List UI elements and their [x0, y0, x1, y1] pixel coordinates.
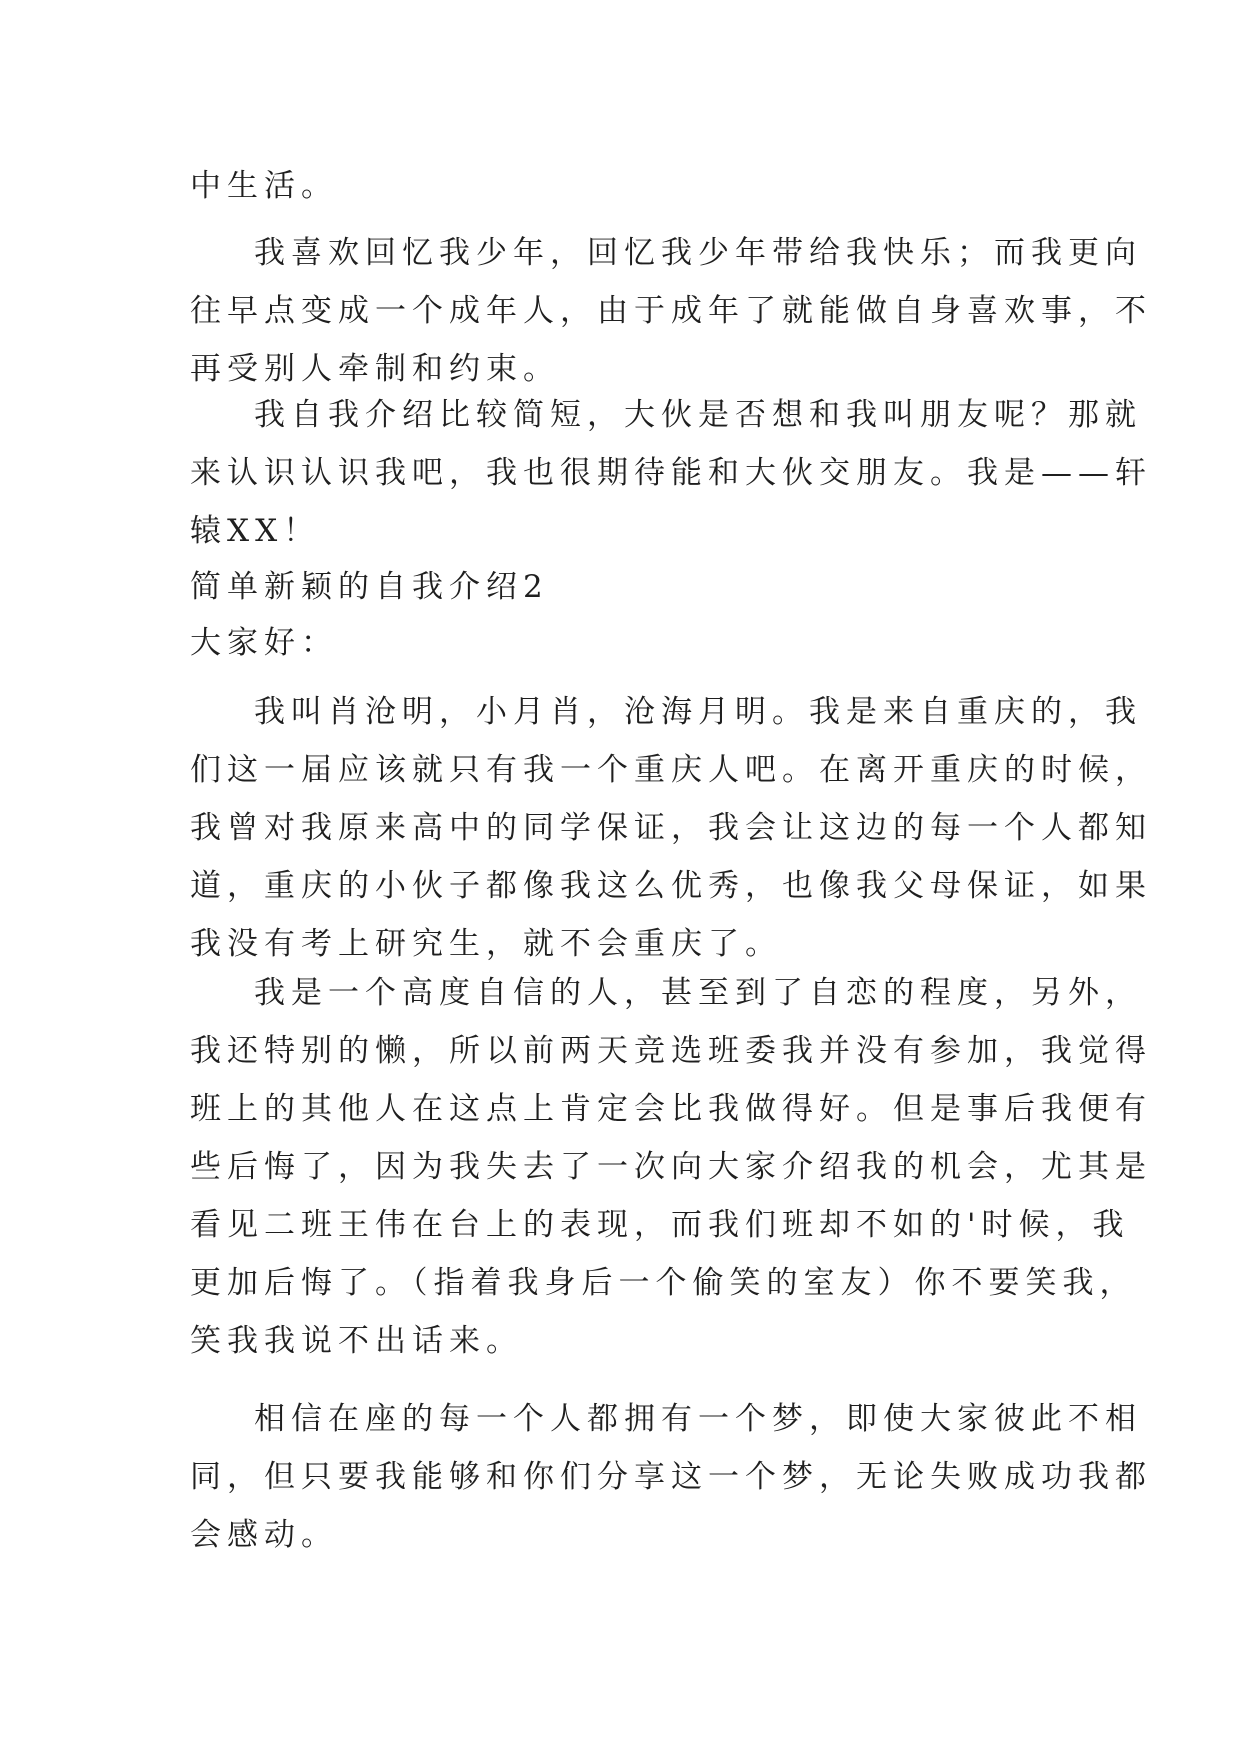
text-line: 更加后悔了。（指着我身后一个偷笑的室友）你不要笑我， [190, 1265, 1137, 1301]
text-line: 我是一个高度自信的人，甚至到了自恋的程度，另外， [254, 975, 1142, 1011]
text-line: 我自我介绍比较简短，大伙是否想和我叫朋友呢？那就 [254, 397, 1142, 433]
text-line: 我曾对我原来高中的同学保证，我会让这边的每一个人都知 [190, 810, 1152, 846]
text-line: 些后悔了，因为我失去了一次向大家介绍我的机会，尤其是 [190, 1149, 1152, 1185]
text-line: 道，重庆的小伙子都像我这么优秀，也像我父母保证，如果 [190, 868, 1152, 904]
text-line: 班上的其他人在这点上肯定会比我做得好。但是事后我便有 [190, 1091, 1152, 1127]
paragraph-closing-1 [190, 386, 1152, 560]
text-line: 我还特别的懒，所以前两天竞选班委我并没有参加，我觉得 [190, 1033, 1152, 1069]
greeting [190, 614, 1060, 672]
paragraph-dream [190, 1390, 1152, 1564]
text-line: 往早点变成一个成年人，由于成年了就能做自身喜欢事，不 [190, 293, 1152, 329]
paragraph-childhood [190, 224, 1152, 398]
text-line: 我没有考上研究生，就不会重庆了。 [190, 926, 782, 962]
text-line: 我喜欢回忆我少年，回忆我少年带给我快乐；而我更向 [254, 235, 1142, 271]
section-heading [190, 558, 1060, 616]
text-line: 中生活。 [190, 168, 338, 204]
text-line: 再受别人牵制和约束。 [190, 351, 560, 387]
text-line: 同，但只要我能够和你们分享这一个梦，无论失败成功我都 [190, 1459, 1152, 1495]
paragraph-confidence [190, 964, 1152, 1370]
text-line: 辕XX！ [190, 513, 321, 549]
section-title: 简单新颖的自我介绍2 [190, 569, 549, 605]
paragraph-continuation [190, 157, 1060, 215]
greeting-text: 大家好： [190, 625, 338, 661]
text-line: 会感动。 [190, 1517, 338, 1553]
text-line: 来认识认识我吧，我也很期待能和大伙交朋友。我是——轩 [190, 455, 1152, 491]
text-line: 我叫肖沧明，小月肖，沧海月明。我是来自重庆的，我 [254, 694, 1142, 730]
text-line: 看见二班王伟在台上的表现，而我们班却不如的'时候，我 [190, 1207, 1130, 1243]
paragraph-introduction [190, 683, 1152, 973]
text-line: 笑我我说不出话来。 [190, 1323, 523, 1359]
text-line: 们这一届应该就只有我一个重庆人吧。在离开重庆的时候， [190, 752, 1152, 788]
text-line: 相信在座的每一个人都拥有一个梦，即使大家彼此不相 [254, 1401, 1142, 1437]
